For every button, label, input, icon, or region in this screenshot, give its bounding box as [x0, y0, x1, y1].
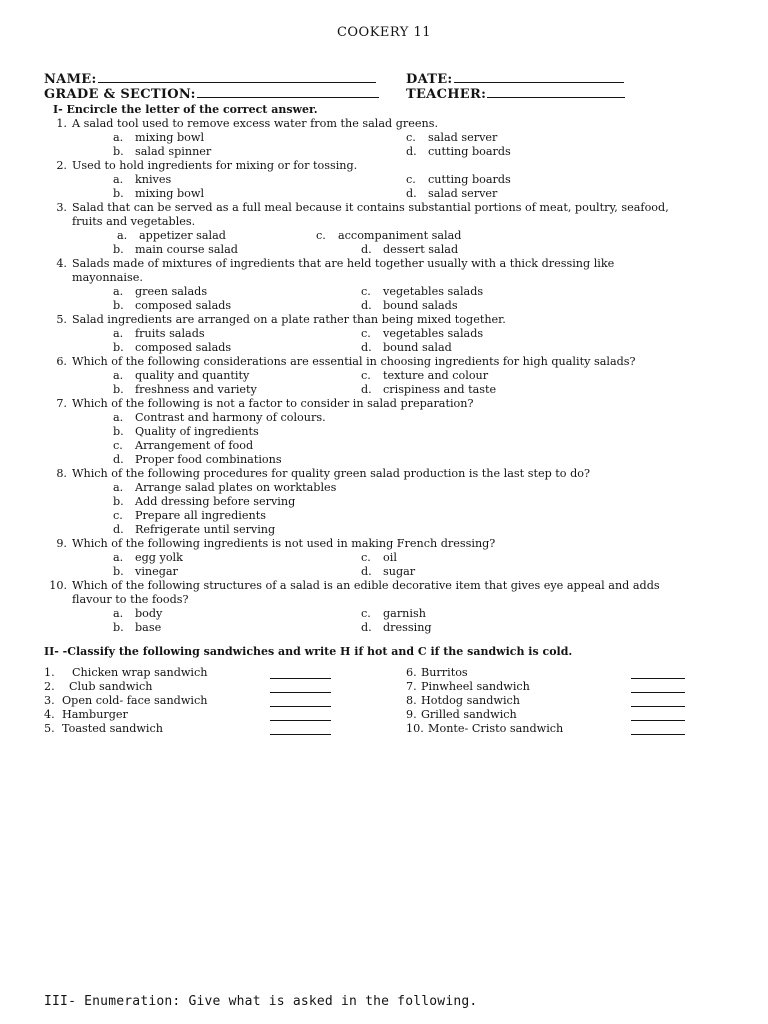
- question-number: 9.: [56, 537, 67, 550]
- option-letter: c.: [361, 285, 371, 298]
- sandwich-number: 1.: [44, 666, 55, 679]
- option-text: composed salads: [135, 341, 232, 354]
- option-letter: a.: [113, 481, 124, 494]
- sandwich-number: 10.: [406, 722, 424, 735]
- question-number: 4.: [56, 257, 67, 270]
- option-text: oil: [383, 551, 397, 564]
- option-letter: a.: [113, 369, 124, 382]
- option-text: body: [135, 607, 163, 620]
- option-letter: a.: [113, 173, 124, 186]
- teacher-label: TEACHER:: [406, 87, 487, 102]
- option-text: garnish: [383, 607, 426, 620]
- question-text: Salads made of mixtures of ingredients that are held together usually with a thick dressing like: [72, 257, 615, 270]
- option-letter: c.: [113, 509, 123, 522]
- option-letter: c.: [316, 229, 326, 242]
- question-text: Which of the following structures of a salad is an edible decorative item that gives eye appeal and adds: [72, 579, 660, 592]
- date-label: DATE:: [406, 72, 453, 87]
- option-letter: d.: [361, 243, 372, 256]
- answer-blank[interactable]: [270, 706, 331, 707]
- question-text: mayonnaise.: [72, 271, 143, 284]
- answer-blank[interactable]: [631, 706, 685, 707]
- option-text: Arrange salad plates on worktables: [135, 481, 337, 494]
- option-text: main course salad: [135, 243, 238, 256]
- option-letter: b.: [113, 621, 124, 634]
- question-number: 5.: [56, 313, 67, 326]
- option-letter: a.: [113, 551, 124, 564]
- option-letter: b.: [113, 145, 124, 158]
- question-number: 2.: [56, 159, 67, 172]
- option-text: Arrangement of food: [135, 439, 254, 452]
- option-letter: b.: [113, 299, 124, 312]
- date-blank[interactable]: [454, 72, 624, 83]
- option-letter: d.: [361, 383, 372, 396]
- option-letter: b.: [113, 341, 124, 354]
- sandwich-number: 5.: [44, 722, 55, 735]
- teacher-field[interactable]: [406, 87, 625, 102]
- sandwich-number: 9.: [406, 708, 417, 721]
- teacher-blank[interactable]: [487, 87, 625, 98]
- option-text: quality and quantity: [135, 369, 250, 382]
- answer-blank[interactable]: [270, 692, 331, 693]
- option-letter: b.: [113, 495, 124, 508]
- option-letter: c.: [361, 607, 371, 620]
- answer-blank[interactable]: [270, 734, 331, 735]
- name-field[interactable]: [44, 72, 376, 87]
- option-letter: a.: [113, 327, 124, 340]
- option-letter: d.: [406, 145, 417, 158]
- sandwich-number: 6.: [406, 666, 417, 679]
- question-text: Which of the following considerations are essential in choosing ingredients for high quality salads?: [72, 355, 636, 368]
- sandwich-name: Hamburger: [62, 708, 128, 721]
- option-letter: c.: [361, 327, 371, 340]
- option-letter: b.: [113, 565, 124, 578]
- option-text: Quality of ingredients: [135, 425, 259, 438]
- option-letter: c.: [113, 439, 123, 452]
- option-text: sugar: [383, 565, 416, 578]
- option-text: appetizer salad: [139, 229, 226, 242]
- option-letter: b.: [113, 425, 124, 438]
- part2-heading: II- -Classify the following sandwiches and write H if hot and C if the sandwich is cold.: [44, 645, 573, 658]
- option-text: vegetables salads: [383, 285, 484, 298]
- sandwich-name: Open cold- face sandwich: [62, 694, 208, 707]
- sandwich-name: Burritos: [421, 666, 468, 679]
- option-letter: c.: [361, 369, 371, 382]
- option-text: texture and colour: [383, 369, 489, 382]
- option-letter: b.: [113, 243, 124, 256]
- option-text: green salads: [135, 285, 208, 298]
- option-text: fruits salads: [135, 327, 205, 340]
- option-text: Proper food combinations: [135, 453, 282, 466]
- question-text: Salad that can be served as a full meal because it contains substantial portions of meat, poultry, seafood,: [72, 201, 669, 214]
- sandwich-number: 2.: [44, 680, 55, 693]
- question-text: Which of the following procedures for quality green salad production is the last step to do?: [72, 467, 590, 480]
- question-number: 3.: [56, 201, 67, 214]
- sandwich-number: 8.: [406, 694, 417, 707]
- option-letter: d.: [361, 565, 372, 578]
- question-text: Which of the following is not a factor to consider in salad preparation?: [72, 397, 474, 410]
- name-blank[interactable]: [98, 72, 376, 83]
- grade-section-field[interactable]: [44, 87, 379, 102]
- question-text: A salad tool used to remove excess water from the salad greens.: [72, 117, 439, 130]
- option-text: base: [135, 621, 162, 634]
- sandwich-number: 4.: [44, 708, 55, 721]
- option-text: Add dressing before serving: [135, 495, 296, 508]
- answer-blank[interactable]: [631, 678, 685, 679]
- option-letter: d.: [113, 523, 124, 536]
- option-text: Refrigerate until serving: [135, 523, 276, 536]
- option-text: dessert salad: [383, 243, 459, 256]
- option-letter: c.: [406, 173, 416, 186]
- sandwich-number: 7.: [406, 680, 417, 693]
- sandwich-name: Toasted sandwich: [62, 722, 163, 735]
- question-number: 1.: [56, 117, 67, 130]
- option-text: composed salads: [135, 299, 232, 312]
- option-letter: c.: [361, 551, 371, 564]
- question-text: Salad ingredients are arranged on a plate rather than being mixed together.: [72, 313, 506, 326]
- option-text: vegetables salads: [383, 327, 484, 340]
- option-text: bound salads: [383, 299, 458, 312]
- date-field[interactable]: [406, 72, 624, 87]
- answer-blank[interactable]: [631, 734, 685, 735]
- option-text: vinegar: [135, 565, 178, 578]
- question-text: flavour to the foods?: [72, 593, 189, 606]
- sandwich-name: Hotdog sandwich: [421, 694, 521, 707]
- sandwich-name: Pinwheel sandwich: [421, 680, 530, 693]
- part3-heading: III- Enumeration: Give what is asked in the following.: [44, 994, 478, 1009]
- grade-section-blank[interactable]: [197, 87, 379, 98]
- option-letter: b.: [113, 187, 124, 200]
- option-letter: c.: [406, 131, 416, 144]
- sandwich-name: Club sandwich: [69, 680, 153, 693]
- option-text: cutting boards: [428, 173, 511, 186]
- question-text: fruits and vegetables.: [72, 215, 196, 228]
- option-text: bound salad: [383, 341, 452, 354]
- option-text: Prepare all ingredients: [135, 509, 266, 522]
- option-text: egg yolk: [135, 551, 183, 564]
- question-number: 10.: [49, 579, 67, 592]
- answer-blank[interactable]: [270, 720, 331, 721]
- option-letter: b.: [113, 383, 124, 396]
- option-letter: d.: [113, 453, 124, 466]
- answer-blank[interactable]: [631, 720, 685, 721]
- answer-blank[interactable]: [631, 692, 685, 693]
- part1-heading: I- Encircle the letter of the correct answer.: [53, 103, 318, 116]
- option-letter: d.: [361, 299, 372, 312]
- sandwich-name: Grilled sandwich: [421, 708, 517, 721]
- option-letter: a.: [113, 131, 124, 144]
- option-text: salad server: [428, 131, 498, 144]
- question-text: Used to hold ingredients for mixing or for tossing.: [72, 159, 358, 172]
- grade-section-label: GRADE & SECTION:: [44, 87, 196, 102]
- option-letter: a.: [113, 285, 124, 298]
- worksheet-title: COOKERY 11: [336, 25, 432, 40]
- option-letter: a.: [113, 607, 124, 620]
- sandwich-name: Monte- Cristo sandwich: [428, 722, 564, 735]
- option-text: dressing: [383, 621, 432, 634]
- answer-blank[interactable]: [270, 678, 331, 679]
- option-letter: d.: [406, 187, 417, 200]
- option-letter: d.: [361, 621, 372, 634]
- option-text: cutting boards: [428, 145, 511, 158]
- question-number: 6.: [56, 355, 67, 368]
- option-text: crispiness and taste: [383, 383, 497, 396]
- question-number: 8.: [56, 467, 67, 480]
- option-letter: d.: [361, 341, 372, 354]
- option-text: knives: [135, 173, 172, 186]
- sandwich-name: Chicken wrap sandwich: [72, 666, 208, 679]
- sandwich-number: 3.: [44, 694, 55, 707]
- option-text: mixing bowl: [135, 187, 205, 200]
- question-number: 7.: [56, 397, 67, 410]
- option-text: accompaniment salad: [338, 229, 462, 242]
- option-letter: a.: [113, 411, 124, 424]
- option-text: salad spinner: [135, 145, 212, 158]
- option-text: Contrast and harmony of colours.: [135, 411, 326, 424]
- option-letter: a.: [117, 229, 128, 242]
- option-text: mixing bowl: [135, 131, 205, 144]
- question-text: Which of the following ingredients is not used in making French dressing?: [72, 537, 496, 550]
- name-label: NAME:: [44, 72, 97, 87]
- option-text: freshness and variety: [135, 383, 257, 396]
- option-text: salad server: [428, 187, 498, 200]
